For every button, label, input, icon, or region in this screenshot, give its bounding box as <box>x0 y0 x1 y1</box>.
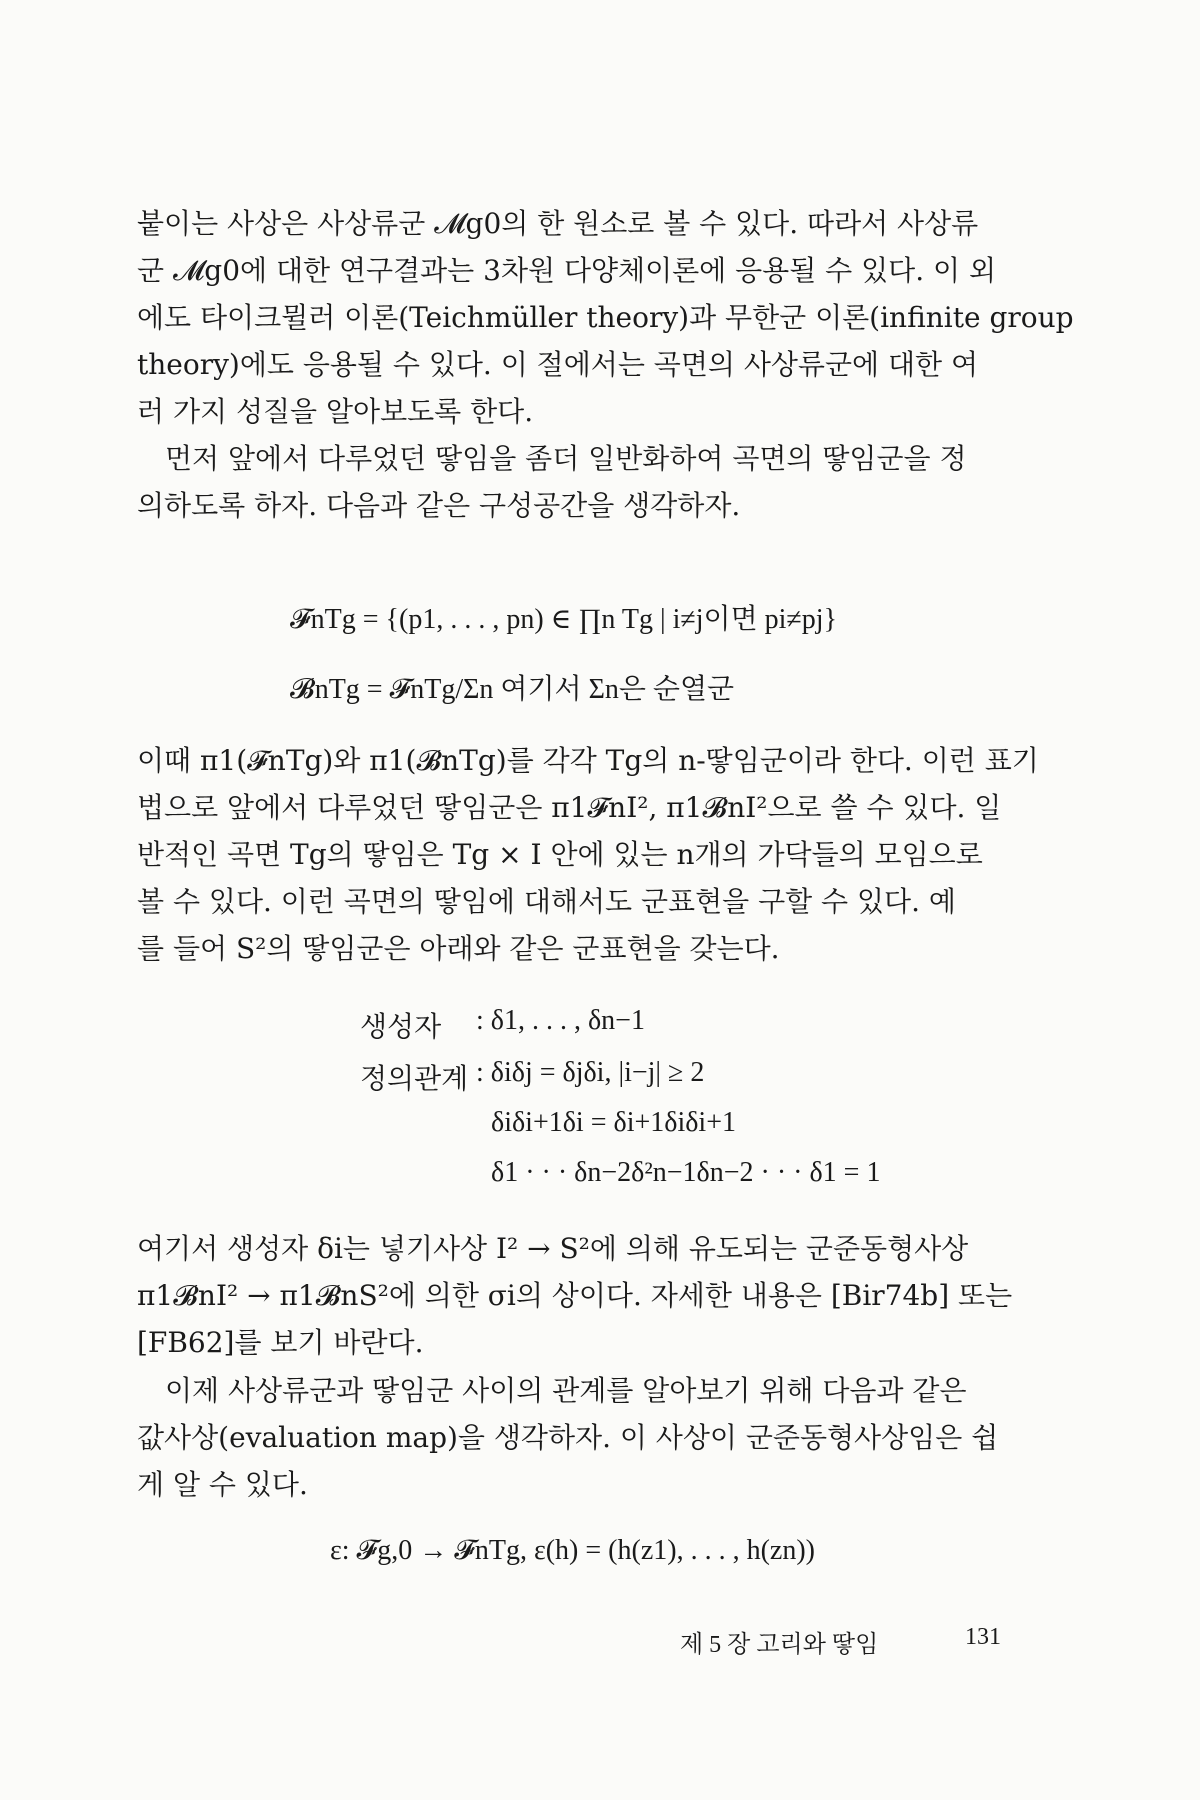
text-line: 여기서 생성자 δi는 넣기사상 I² → S²에 의해 유도되는 군준동형사상 <box>137 1232 969 1265</box>
paragraph-5 <box>137 1367 1017 1508</box>
text-line: 먼저 앞에서 다루었던 땋임을 좀더 일반화하여 곡면의 땋임군을 정 <box>165 442 967 475</box>
text-line: theory)에도 응용될 수 있다. 이 절에서는 곡면의 사상류군에 대한 여 <box>137 348 978 381</box>
equation-configuration-space: 𝓕nTg = {(p1, . . . , pn) ∈ ∏n Tg | i≠j이면 pi≠pj} <box>290 604 838 635</box>
text-line: 이제 사상류군과 땋임군 사이의 관계를 알아보기 위해 다음과 같은 <box>165 1374 967 1407</box>
paragraph-4 <box>137 1225 1017 1366</box>
text-line: 에도 타이크뮐러 이론(Teichmüller theory)과 무한군 이론(infinite group <box>137 301 1074 334</box>
paragraph-2 <box>137 435 1017 529</box>
text-line: 군 𝓜g0에 대한 연구결과는 3차원 다양체이론에 응용될 수 있다. 이 외 <box>137 254 997 287</box>
text-line: 법으로 앞에서 다루었던 땋임군은 π1𝓕nI², π1𝓑nI²으로 쓸 수 있다. 일 <box>137 791 1002 824</box>
page-number: 131 <box>965 1624 1001 1650</box>
text-line: 이때 π1(𝓕nTg)와 π1(𝓑nTg)를 각각 Tg의 n-땋임군이라 한다. 이런 표기 <box>137 744 1039 777</box>
generator-label: 생성자 <box>360 1012 442 1043</box>
text-line: 값사상(evaluation map)을 생각하자. 이 사상이 군준동형사상임은 쉽 <box>137 1421 999 1454</box>
relation-value-2: δiδi+1δi = δi+1δiδi+1 <box>491 1107 736 1138</box>
relation-value-3: δ1 · · · δn−2δ²n−1δn−2 · · · δ1 = 1 <box>491 1157 881 1188</box>
text-line: [FB62]를 보기 바란다. <box>137 1326 424 1359</box>
paragraph-3 <box>137 737 1039 972</box>
relation-label: 정의관계 <box>360 1064 469 1095</box>
equation-evaluation-map: ε: 𝓕g,0 → 𝓕nTg, ε(h) = (h(z1), . . . , h(zn)) <box>330 1535 815 1566</box>
equation-braid-space: 𝓑nTg = 𝓕nTg/Σn 여기서 Σn은 순열군 <box>290 674 735 705</box>
text-line: 러 가지 성질을 알아보도록 한다. <box>137 395 534 428</box>
relation-value-1: : δiδj = δjδi, |i−j| ≥ 2 <box>476 1057 705 1088</box>
text-line: 를 들어 S²의 땋임군은 아래와 같은 군표현을 갖는다. <box>137 932 780 965</box>
text-line: 반적인 곡면 Tg의 땋임은 Tg × I 안에 있는 n개의 가닥들의 모임으로 <box>137 838 983 871</box>
text-line: π1𝓑nI² → π1𝓑nS²에 의한 σi의 상이다. 자세한 내용은 [Bir74b] 또는 <box>137 1279 1013 1312</box>
text-line: 의하도록 하자. 다음과 같은 구성공간을 생각하자. <box>137 489 741 522</box>
running-footer-chapter: 제 5 장 고리와 땋임 <box>680 1632 879 1658</box>
text-line: 게 알 수 있다. <box>137 1468 308 1501</box>
generator-value: : δ1, . . . , δn−1 <box>476 1005 645 1036</box>
paragraph-1 <box>137 200 1074 435</box>
text-line: 붙이는 사상은 사상류군 𝓜g0의 한 원소로 볼 수 있다. 따라서 사상류 <box>137 207 979 240</box>
text-line: 볼 수 있다. 이런 곡면의 땋임에 대해서도 군표현을 구할 수 있다. 예 <box>137 885 956 918</box>
